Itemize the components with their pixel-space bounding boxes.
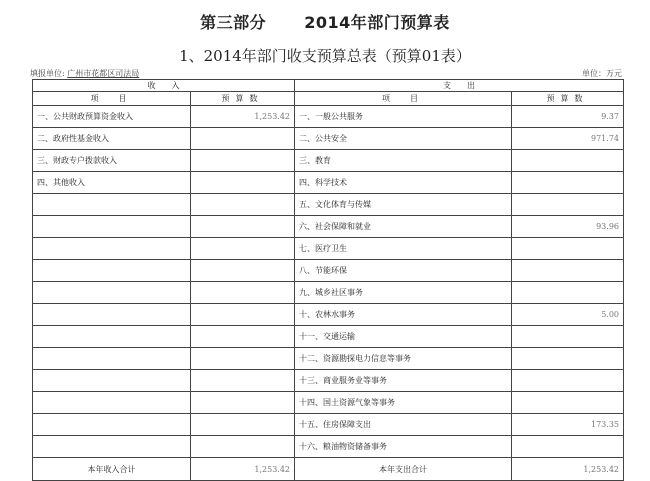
table-title: 1、2014年部门收支预算总表（预算01表）: [179, 47, 471, 65]
expense-item-cell: 十三、商业服务业等事务: [295, 370, 512, 392]
expense-amount-cell: [512, 194, 624, 216]
table-row: [33, 304, 624, 326]
table-row: [33, 150, 624, 172]
income-budget-header: 预算数: [191, 92, 295, 106]
expense-amount-cell: 5.00: [512, 304, 624, 326]
expense-item-cell: 十六、粮油物资储备事务: [295, 436, 512, 458]
expense-total-label: 本年支出合计: [295, 458, 512, 481]
table-row: [33, 348, 624, 370]
expense-item-cell: 十、农林水事务: [295, 304, 512, 326]
income-item-cell: [33, 392, 191, 414]
expense-item-cell: 十一、交通运输: [295, 326, 512, 348]
expense-item-cell: 六、社会保障和就业: [295, 216, 512, 238]
table-row: [33, 260, 624, 282]
income-item-cell: [33, 436, 191, 458]
currency-unit: 单位：万元: [582, 69, 622, 78]
expense-amount-cell: 971.74: [512, 128, 624, 150]
table-row: [33, 414, 624, 436]
table-row: [33, 106, 624, 128]
expense-total-amount: 1,253.42: [512, 458, 624, 481]
income-item-cell: [33, 304, 191, 326]
income-total-amount: 1,253.42: [191, 458, 295, 481]
income-amount-cell: [191, 128, 295, 150]
table-row: [33, 194, 624, 216]
expense-item-cell: 十四、国土资源气象等事务: [295, 392, 512, 414]
income-amount-cell: [191, 304, 295, 326]
income-item-cell: [33, 370, 191, 392]
income-amount-cell: [191, 150, 295, 172]
income-item-header: 项 目: [33, 92, 191, 106]
unit-prefix: 填报单位:: [30, 69, 65, 78]
expense-amount-cell: 9.37: [512, 106, 624, 128]
income-item-cell: [33, 216, 191, 238]
income-item-cell: 二、政府性基金收入: [33, 128, 191, 150]
income-item-cell: [33, 414, 191, 436]
income-amount-cell: [191, 194, 295, 216]
expense-item-cell: 七、医疗卫生: [295, 238, 512, 260]
expense-amount-cell: [512, 436, 624, 458]
income-amount-cell: [191, 392, 295, 414]
expense-item-cell: 三、教育: [295, 150, 512, 172]
total-row: [33, 458, 624, 481]
income-item-cell: [33, 194, 191, 216]
expense-amount-cell: [512, 282, 624, 304]
income-item-cell: [33, 326, 191, 348]
income-amount-cell: [191, 414, 295, 436]
expense-amount-cell: 93.96: [512, 216, 624, 238]
part-label: 第三部分: [200, 13, 267, 32]
income-item-cell: 三、财政专户拨款收入: [33, 150, 191, 172]
income-amount-cell: [191, 260, 295, 282]
expense-item-cell: 二、公共安全: [295, 128, 512, 150]
table-row: [33, 370, 624, 392]
income-item-cell: [33, 238, 191, 260]
table-row: [33, 172, 624, 194]
income-item-cell: 四、其他收入: [33, 172, 191, 194]
expense-budget-header: 预算数: [512, 92, 624, 106]
budget-table: [32, 79, 624, 481]
table-row: [33, 392, 624, 414]
table-row: [33, 326, 624, 348]
income-amount-cell: 1,253.42: [191, 106, 295, 128]
reporting-unit: [30, 68, 139, 79]
expense-amount-cell: [512, 326, 624, 348]
expense-item-cell: 十五、住房保障支出: [295, 414, 512, 436]
income-amount-cell: [191, 348, 295, 370]
income-amount-cell: [191, 282, 295, 304]
expense-item-cell: 八、节能环保: [295, 260, 512, 282]
income-item-cell: [33, 348, 191, 370]
income-amount-cell: [191, 436, 295, 458]
expense-amount-cell: [512, 370, 624, 392]
income-amount-cell: [191, 216, 295, 238]
income-amount-cell: [191, 238, 295, 260]
table-row: [33, 128, 624, 150]
part-title: 2014年部门预算表: [304, 13, 450, 32]
expense-amount-cell: [512, 348, 624, 370]
income-item-cell: [33, 282, 191, 304]
income-header: 收 入: [33, 80, 295, 92]
group-header-row: [33, 80, 624, 92]
income-amount-cell: [191, 370, 295, 392]
column-header-row: [33, 92, 624, 106]
expense-amount-cell: [512, 392, 624, 414]
table-row: [33, 282, 624, 304]
expense-amount-cell: [512, 172, 624, 194]
expense-item-cell: 四、科学技术: [295, 172, 512, 194]
expense-item-cell: 十二、资源勘探电力信息等事务: [295, 348, 512, 370]
expense-amount-cell: [512, 238, 624, 260]
income-item-cell: 一、公共财政预算资金收入: [33, 106, 191, 128]
expense-amount-cell: 173.35: [512, 414, 624, 436]
income-amount-cell: [191, 172, 295, 194]
income-item-cell: [33, 260, 191, 282]
expense-amount-cell: [512, 260, 624, 282]
expense-item-cell: 一、一般公共服务: [295, 106, 512, 128]
table-row: [33, 238, 624, 260]
document-title: [0, 10, 650, 33]
unit-name: 广州市花都区司法局: [67, 69, 140, 78]
expense-item-header: 项 目: [295, 92, 512, 106]
income-total-label: 本年收入合计: [33, 458, 191, 481]
expense-amount-cell: [512, 150, 624, 172]
table-row: [33, 216, 624, 238]
income-amount-cell: [191, 326, 295, 348]
expense-header: 支 出: [295, 80, 624, 92]
table-row: [33, 436, 624, 458]
expense-item-cell: 九、城乡社区事务: [295, 282, 512, 304]
expense-item-cell: 五、文化体育与传媒: [295, 194, 512, 216]
